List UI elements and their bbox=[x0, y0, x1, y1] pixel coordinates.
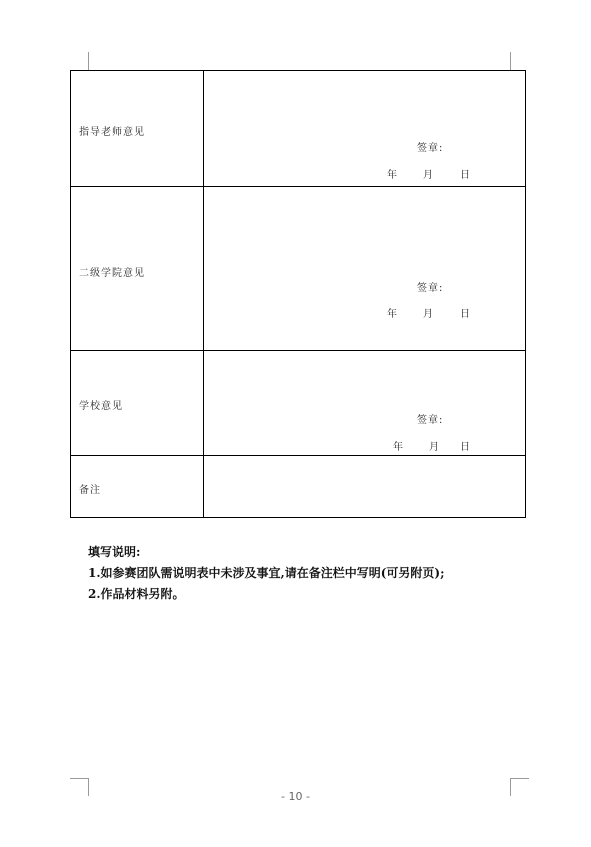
date-month-label: 月 bbox=[423, 309, 434, 320]
label-cell bbox=[71, 351, 204, 455]
crop-mark-top-right-vertical bbox=[510, 52, 511, 70]
crop-mark-top-left-vertical bbox=[88, 52, 89, 70]
table-row-school bbox=[71, 351, 525, 456]
signature-label: 签章: bbox=[417, 143, 444, 154]
crop-mark-bottom-right-horizontal bbox=[511, 778, 529, 779]
page-number: - 10 - bbox=[281, 790, 310, 803]
signature-label: 签章: bbox=[417, 415, 444, 426]
table-row-remarks bbox=[71, 456, 525, 518]
filling-instructions bbox=[88, 542, 445, 605]
opinion-table bbox=[70, 70, 526, 518]
instruction-item: 1.如参赛团队需说明表中未涉及事宜,请在备注栏中写明(可另附页); bbox=[88, 566, 445, 580]
label-cell bbox=[71, 187, 204, 350]
label-cell bbox=[71, 456, 204, 518]
label-cell bbox=[71, 71, 204, 186]
date-year-label: 年 bbox=[393, 442, 404, 453]
table-row-college bbox=[71, 187, 525, 351]
row-label: 学校意见 bbox=[79, 401, 123, 412]
row-label: 二级学院意见 bbox=[79, 268, 145, 279]
date-day-label: 日 bbox=[460, 442, 471, 453]
instruction-item: 2.作品材料另附。 bbox=[88, 587, 185, 601]
date-year-label: 年 bbox=[387, 170, 398, 181]
instructions-title: 填写说明: bbox=[88, 545, 141, 559]
table-row-advisor bbox=[71, 71, 525, 187]
date-month-label: 月 bbox=[423, 170, 434, 181]
crop-mark-bottom-left-horizontal bbox=[70, 778, 88, 779]
date-month-label: 月 bbox=[429, 442, 440, 453]
row-label: 指导老师意见 bbox=[79, 127, 145, 138]
date-day-label: 日 bbox=[460, 309, 471, 320]
date-day-label: 日 bbox=[460, 170, 471, 181]
signature-label: 签章: bbox=[417, 283, 444, 294]
date-year-label: 年 bbox=[387, 309, 398, 320]
row-label: 备注 bbox=[79, 485, 101, 496]
